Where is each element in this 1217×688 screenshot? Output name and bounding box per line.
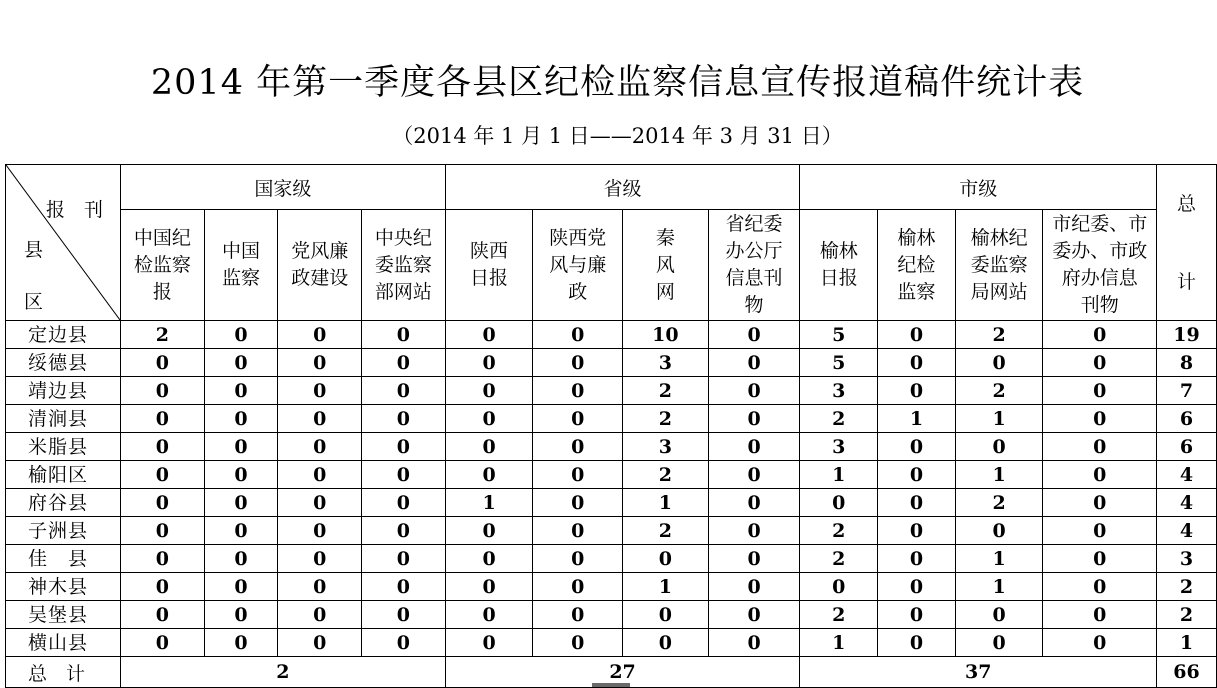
row-total: 4: [1157, 489, 1217, 517]
table-cell: 2: [800, 517, 878, 545]
table-cell: 0: [445, 601, 533, 629]
county-name: 府谷县: [6, 489, 121, 517]
table-cell: 3: [800, 433, 878, 461]
table-cell: 0: [204, 321, 278, 349]
table-cell: 0: [204, 377, 278, 405]
table-cell: 0: [278, 517, 362, 545]
table-cell: 0: [362, 405, 446, 433]
table-cell: 0: [878, 349, 956, 377]
table-cell: 0: [121, 601, 205, 629]
table-cell: 0: [1043, 573, 1157, 601]
row-total: 4: [1157, 517, 1217, 545]
group-national: 国家级: [121, 165, 446, 210]
table-cell: 1: [445, 489, 533, 517]
table-cell: 0: [623, 629, 709, 657]
table-row: [6, 321, 1217, 349]
table-cell: 0: [708, 461, 800, 489]
table-cell: 0: [362, 377, 446, 405]
table-cell: 0: [878, 517, 956, 545]
table-cell: 1: [623, 489, 709, 517]
table-cell: 0: [121, 517, 205, 545]
table-row: [6, 573, 1217, 601]
table-cell: 0: [1043, 461, 1157, 489]
table-cell: 0: [533, 489, 623, 517]
table-row: [6, 517, 1217, 545]
table-cell: 2: [623, 517, 709, 545]
table-cell: 5: [800, 321, 878, 349]
table-cell: 2: [955, 321, 1043, 349]
table-cell: 0: [955, 517, 1043, 545]
table-cell: 0: [878, 545, 956, 573]
table-cell: 0: [204, 405, 278, 433]
table-cell: 10: [623, 321, 709, 349]
county-name: 神木县: [6, 573, 121, 601]
table-cell: 0: [362, 349, 446, 377]
column-header: 榆林 纪检 监察: [878, 210, 956, 321]
total-grand: 66: [1157, 657, 1217, 688]
table-cell: 0: [708, 629, 800, 657]
table-cell: 3: [623, 433, 709, 461]
table-cell: 0: [708, 517, 800, 545]
table-row: [6, 545, 1217, 573]
total-provincial: 27: [445, 657, 800, 688]
table-cell: 3: [800, 377, 878, 405]
table-row: [6, 405, 1217, 433]
table-cell: 0: [445, 545, 533, 573]
group-city: 市级: [800, 165, 1157, 210]
table-cell: 0: [204, 573, 278, 601]
county-name: 子洲县: [6, 517, 121, 545]
total-national: 2: [121, 657, 446, 688]
table-cell: 0: [708, 545, 800, 573]
table-cell: 0: [878, 433, 956, 461]
table-cell: 0: [445, 377, 533, 405]
group-header-row: [6, 165, 1217, 210]
row-total: 7: [1157, 377, 1217, 405]
table-cell: 0: [121, 545, 205, 573]
table-cell: 0: [1043, 349, 1157, 377]
table-cell: 1: [800, 461, 878, 489]
page-title: 2014 年第一季度各县区纪检监察信息宣传报道稿件统计表: [150, 63, 1085, 103]
table-cell: 0: [1043, 377, 1157, 405]
column-header: 陕西党 风与廉 政: [533, 210, 623, 321]
column-header-row: [6, 210, 1217, 321]
table-cell: 0: [800, 573, 878, 601]
column-header: 陕西 日报: [445, 210, 533, 321]
table-cell: 0: [878, 489, 956, 517]
table-cell: 0: [708, 489, 800, 517]
row-total: 4: [1157, 461, 1217, 489]
table-cell: 1: [955, 573, 1043, 601]
county-name: 靖边县: [6, 377, 121, 405]
table-cell: 0: [878, 629, 956, 657]
table-cell: 0: [121, 433, 205, 461]
table-cell: 0: [121, 629, 205, 657]
table-cell: 0: [1043, 405, 1157, 433]
table-cell: 2: [800, 405, 878, 433]
table-cell: 0: [955, 349, 1043, 377]
table-cell: 0: [878, 461, 956, 489]
table-cell: 0: [362, 461, 446, 489]
row-total: 8: [1157, 349, 1217, 377]
column-header: 省纪委 办公厅 信息刊 物: [708, 210, 800, 321]
column-header: 党风廉 政建设: [278, 210, 362, 321]
table-cell: 0: [878, 573, 956, 601]
table-cell: 0: [121, 377, 205, 405]
table-cell: 0: [445, 461, 533, 489]
table-cell: 0: [204, 601, 278, 629]
table-cell: 0: [445, 405, 533, 433]
table-row: [6, 433, 1217, 461]
column-header: 中国纪 检监察 报: [121, 210, 205, 321]
table-cell: 0: [362, 433, 446, 461]
table-cell: 0: [1043, 545, 1157, 573]
table-cell: 0: [623, 601, 709, 629]
table-cell: 0: [362, 545, 446, 573]
table-cell: 0: [1043, 601, 1157, 629]
table-cell: 0: [708, 573, 800, 601]
column-header: 榆林 日报: [800, 210, 878, 321]
county-name: 佳 县: [6, 545, 121, 573]
table-cell: 0: [204, 545, 278, 573]
corner-cell: [6, 165, 121, 321]
table-cell: 0: [708, 405, 800, 433]
table-cell: 0: [533, 517, 623, 545]
table-cell: 0: [121, 489, 205, 517]
table-cell: 0: [878, 321, 956, 349]
table-cell: 1: [878, 405, 956, 433]
table-cell: 1: [623, 573, 709, 601]
table-cell: 2: [121, 321, 205, 349]
row-total: 19: [1157, 321, 1217, 349]
table-cell: 0: [1043, 489, 1157, 517]
table-cell: 0: [362, 517, 446, 545]
table-cell: 0: [878, 601, 956, 629]
corner-left-bottom-label: 区: [24, 291, 44, 313]
table-cell: 0: [278, 545, 362, 573]
table-cell: 0: [278, 349, 362, 377]
row-total: 1: [1157, 629, 1217, 657]
county-name: 横山县: [6, 629, 121, 657]
table-cell: 0: [533, 433, 623, 461]
table-cell: 0: [362, 573, 446, 601]
table-cell: 0: [533, 629, 623, 657]
table-cell: 0: [955, 433, 1043, 461]
table-cell: 0: [362, 601, 446, 629]
table-cell: 0: [1043, 629, 1157, 657]
table-cell: 0: [445, 629, 533, 657]
row-total: 6: [1157, 433, 1217, 461]
row-total: 2: [1157, 601, 1217, 629]
table-cell: 0: [955, 629, 1043, 657]
table-cell: 2: [955, 489, 1043, 517]
total-column-header: 总 计: [1157, 165, 1217, 321]
table-cell: 0: [445, 349, 533, 377]
table-row: [6, 377, 1217, 405]
row-total: 6: [1157, 405, 1217, 433]
row-total: 3: [1157, 545, 1217, 573]
table-cell: 0: [362, 489, 446, 517]
county-name: 吴堡县: [6, 601, 121, 629]
table-cell: 0: [204, 517, 278, 545]
table-cell: 0: [708, 349, 800, 377]
table-cell: 0: [121, 461, 205, 489]
table-cell: 0: [533, 377, 623, 405]
table-cell: 0: [533, 349, 623, 377]
table-cell: 0: [278, 433, 362, 461]
table-cell: 0: [204, 433, 278, 461]
county-name: 绥德县: [6, 349, 121, 377]
table-cell: 0: [533, 545, 623, 573]
table-row: [6, 601, 1217, 629]
table-cell: 0: [533, 573, 623, 601]
county-name: 榆阳区: [6, 461, 121, 489]
table-cell: 0: [278, 405, 362, 433]
table-cell: 0: [204, 349, 278, 377]
column-header: 秦 风 网: [623, 210, 709, 321]
table-row: [6, 489, 1217, 517]
table-cell: 0: [800, 489, 878, 517]
table-row: [6, 629, 1217, 657]
table-cell: 0: [278, 461, 362, 489]
column-header: 榆林纪 委监察 局网站: [955, 210, 1043, 321]
table-cell: 5: [800, 349, 878, 377]
table-row: [6, 349, 1217, 377]
table-cell: 2: [800, 545, 878, 573]
table-cell: 0: [204, 489, 278, 517]
table-cell: 0: [708, 433, 800, 461]
table-cell: 0: [1043, 517, 1157, 545]
table-cell: 0: [278, 601, 362, 629]
table-cell: 0: [121, 405, 205, 433]
table-cell: 0: [1043, 321, 1157, 349]
table-cell: 0: [362, 629, 446, 657]
column-header: 中央纪 委监察 部网站: [362, 210, 446, 321]
table-cell: 0: [878, 377, 956, 405]
county-name: 清涧县: [6, 405, 121, 433]
table-cell: 0: [708, 601, 800, 629]
table-cell: 0: [533, 405, 623, 433]
statistics-table: [5, 164, 1217, 688]
table-cell: 1: [955, 545, 1043, 573]
corner-left-top-label: 县: [24, 239, 44, 261]
table-cell: 0: [121, 349, 205, 377]
table-cell: 0: [278, 377, 362, 405]
county-name: 米脂县: [6, 433, 121, 461]
table-cell: 0: [445, 573, 533, 601]
table-cell: 0: [278, 573, 362, 601]
group-provincial: 省级: [445, 165, 800, 210]
table-cell: 0: [278, 321, 362, 349]
table-cell: 0: [1043, 433, 1157, 461]
page-marker: [592, 683, 630, 687]
table-cell: 0: [278, 489, 362, 517]
corner-top-label: 报 刊: [46, 199, 104, 221]
total-city: 37: [800, 657, 1157, 688]
table-cell: 2: [800, 601, 878, 629]
row-total: 2: [1157, 573, 1217, 601]
table-cell: 2: [623, 405, 709, 433]
date-range: （2014 年 1 月 1 日——2014 年 3 月 31 日）: [392, 124, 843, 148]
table-body: [6, 321, 1217, 657]
table-cell: 0: [708, 377, 800, 405]
table-cell: 0: [445, 321, 533, 349]
table-cell: 0: [708, 321, 800, 349]
table-cell: 0: [955, 601, 1043, 629]
table-cell: 1: [800, 629, 878, 657]
totals-label: 总 计: [6, 657, 121, 688]
column-header: 市纪委、市 委办、市政 府办信息 刊物: [1043, 210, 1157, 321]
table-cell: 0: [204, 629, 278, 657]
table-cell: 0: [204, 461, 278, 489]
table-cell: 0: [533, 461, 623, 489]
table-cell: 0: [362, 321, 446, 349]
table-row: [6, 461, 1217, 489]
table-cell: 0: [533, 601, 623, 629]
county-name: 定边县: [6, 321, 121, 349]
table-cell: 0: [445, 517, 533, 545]
table-cell: 0: [121, 573, 205, 601]
table-cell: 3: [623, 349, 709, 377]
table-cell: 0: [623, 545, 709, 573]
table-cell: 2: [623, 461, 709, 489]
table-cell: 1: [955, 461, 1043, 489]
table-cell: 2: [955, 377, 1043, 405]
table-cell: 0: [445, 433, 533, 461]
table-cell: 0: [278, 629, 362, 657]
table-cell: 2: [623, 377, 709, 405]
table-cell: 1: [955, 405, 1043, 433]
column-header: 中国 监察: [204, 210, 278, 321]
table-cell: 0: [533, 321, 623, 349]
